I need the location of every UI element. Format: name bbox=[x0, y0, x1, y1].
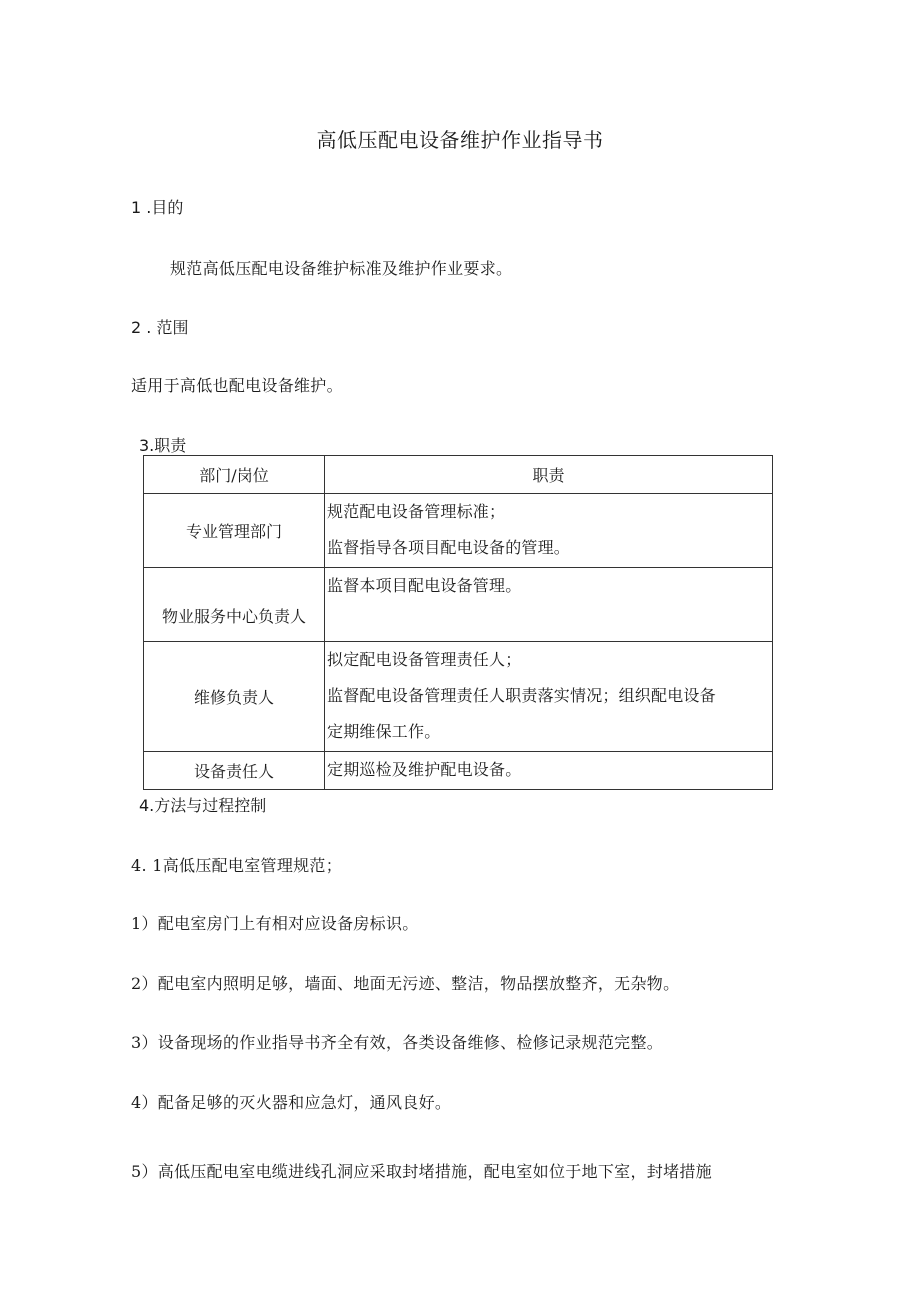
section-scope-text: 适用于高低也配电设备维护。 bbox=[131, 376, 343, 395]
section-purpose-heading: 1 .目的 bbox=[131, 198, 184, 217]
table-row bbox=[144, 642, 773, 752]
list-item: 1）配电室房门上有相对应设备房标识。 bbox=[131, 914, 419, 933]
table-cell-role: 专业管理部门 bbox=[144, 494, 325, 568]
duty-line: 监督指导各项目配电设备的管理。 bbox=[327, 538, 571, 557]
table-cell-role: 设备责任人 bbox=[144, 752, 325, 790]
duty-line: 拟定配电设备管理责任人； bbox=[327, 650, 522, 669]
duty-line: 监督配电设备管理责任人职责落实情况；组织配电设备 bbox=[327, 686, 716, 705]
table-cell-duty bbox=[325, 494, 773, 568]
list-item: 3）设备现场的作业指导书齐全有效，各类设备维修、检修记录规范完整。 bbox=[131, 1033, 664, 1052]
table-cell-duty bbox=[325, 568, 773, 642]
table-cell-role: 物业服务中心负责人 bbox=[144, 568, 325, 642]
section-purpose-text: 规范高低压配电设备维护标准及维护作业要求。 bbox=[170, 259, 513, 278]
table-header-row bbox=[144, 456, 773, 494]
section-scope-heading: 2 . 范围 bbox=[131, 318, 189, 337]
duty-line: 定期巡检及维护配电设备。 bbox=[327, 760, 522, 779]
list-item: 5）高低压配电室电缆进线孔洞应采取封堵措施，配电室如位于地下室，封堵措施 bbox=[131, 1162, 712, 1181]
table-cell-role: 维修负责人 bbox=[144, 642, 325, 752]
table-cell-duty bbox=[325, 642, 773, 752]
table-header-cell: 职责 bbox=[325, 456, 773, 494]
duty-line: 规范配电设备管理标准； bbox=[327, 502, 506, 521]
table-row bbox=[144, 494, 773, 568]
duty-table bbox=[143, 455, 773, 790]
duty-line: 监督本项目配电设备管理。 bbox=[327, 576, 522, 595]
section-method-heading: 4.方法与过程控制 bbox=[139, 796, 267, 815]
section-duty-heading: 3.职责 bbox=[139, 436, 187, 455]
section-method-subheading: 4. 1高低压配电室管理规范； bbox=[131, 856, 343, 875]
table-row bbox=[144, 752, 773, 790]
table-cell-duty bbox=[325, 752, 773, 790]
duty-line: 定期维保工作。 bbox=[327, 722, 441, 741]
table-header-cell: 部门/岗位 bbox=[144, 456, 325, 494]
document-title: 高低压配电设备维护作业指导书 bbox=[316, 128, 604, 152]
list-item: 4）配备足够的灭火器和应急灯，通风良好。 bbox=[131, 1093, 452, 1112]
table-row bbox=[144, 568, 773, 642]
list-item: 2）配电室内照明足够，墙面、地面无污迹、整洁，物品摆放整齐，无杂物。 bbox=[131, 974, 680, 993]
